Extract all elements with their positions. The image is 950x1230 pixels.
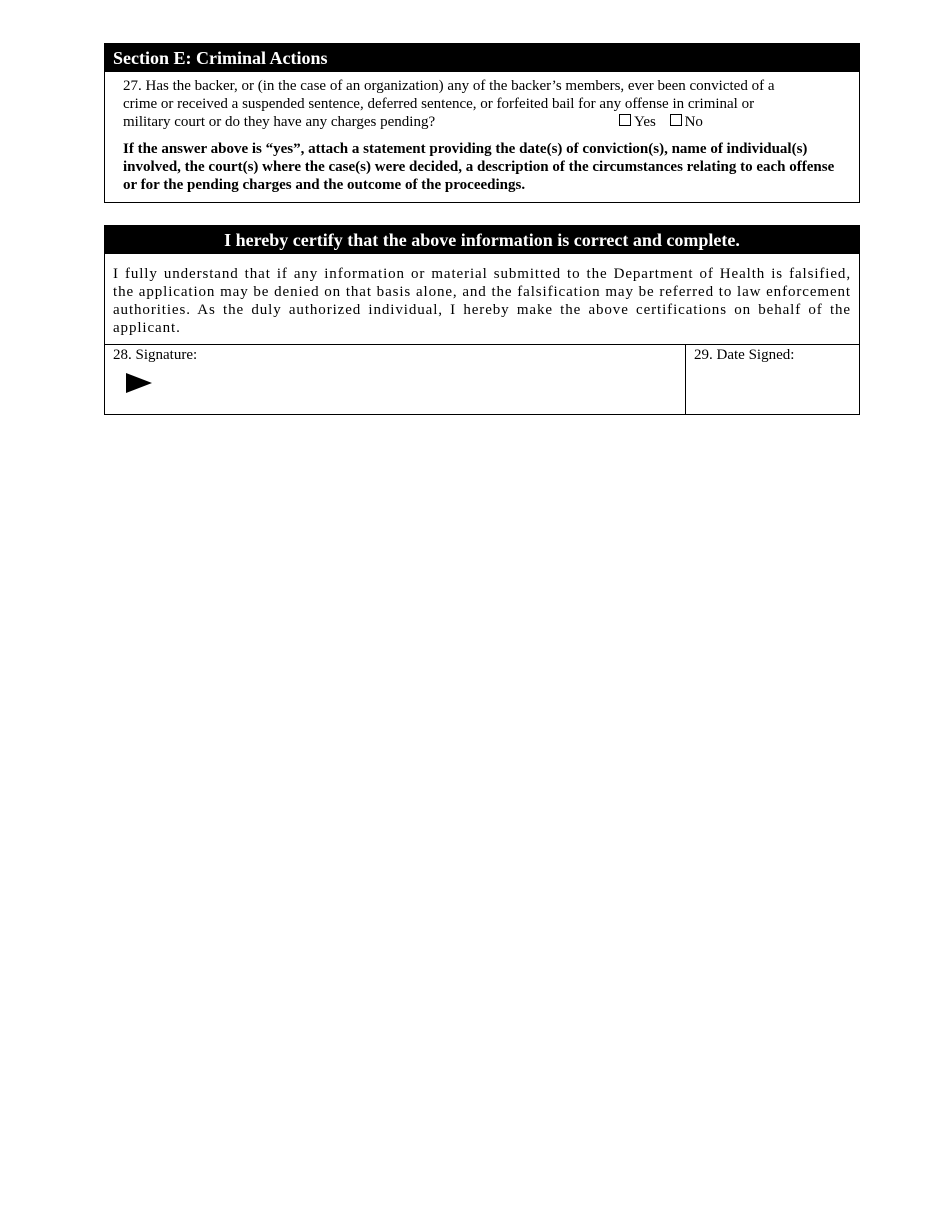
yes-checkbox-icon[interactable] — [619, 114, 631, 126]
no-label: No — [684, 114, 703, 130]
yes-instructions: If the answer above is “yes”, attach a statement providing the date(s) of conviction(s), name of individual(s) involved, the court(s) where the case(s) were decided, a description of the circumstances relating to each offense or for the pending charges and the outcome of the proceedings. — [123, 141, 835, 193]
yes-option[interactable] — [619, 113, 656, 131]
signature-field[interactable] — [105, 345, 686, 415]
signature-row — [105, 344, 859, 415]
arrow-right-icon — [126, 373, 152, 393]
question-27 — [123, 77, 823, 131]
question-27-line-1: 27. Has the backer, or (in the case of an organization) any of the backer’s members, ever been convicted of a — [123, 78, 775, 94]
section-e-title: Section E: Criminal Actions — [105, 44, 859, 72]
question-27-line-2: crime or received a suspended sentence, deferred sentence, or forfeited bail for any offense in criminal or — [123, 96, 755, 112]
section-e-criminal-actions — [104, 43, 860, 203]
question-27-line-3: military court or do they have any charges pending? — [123, 114, 436, 130]
question-27-line-3-row — [123, 113, 823, 131]
no-checkbox-icon[interactable] — [670, 114, 682, 126]
date-signed-field[interactable] — [686, 345, 859, 415]
certification-title: I hereby certify that the above information is correct and complete. — [105, 226, 859, 254]
yes-label: Yes — [634, 114, 656, 130]
certification-section — [104, 225, 860, 415]
date-signed-label: 29. Date Signed: — [694, 347, 795, 363]
no-option[interactable] — [670, 113, 703, 131]
certification-statement: I fully understand that if any information or material submitted to the Department of Health is falsified, the application may be denied on that basis alone, and the falsification may be referred to law enforcement authorities. As the duly authorized individual, I hereby make the above certifications on behalf of the applicant. — [113, 266, 851, 336]
signature-label: 28. Signature: — [113, 347, 198, 363]
question-27-answers — [619, 113, 713, 131]
